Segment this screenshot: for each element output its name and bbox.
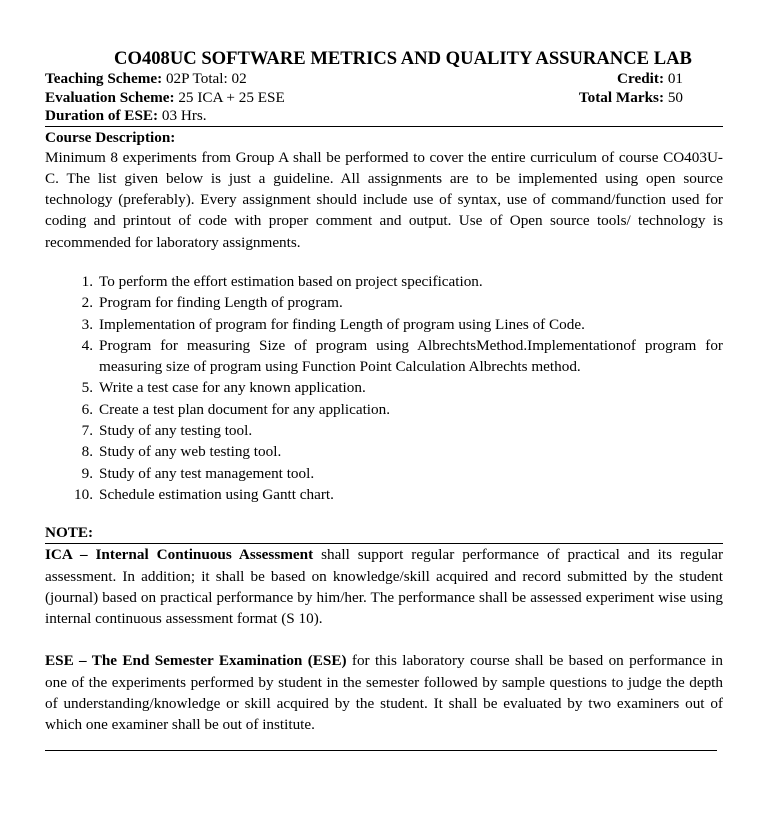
list-item bbox=[45, 484, 723, 505]
duration bbox=[45, 107, 207, 126]
teaching-scheme-row bbox=[45, 70, 723, 89]
teaching-scheme-label: Teaching Scheme: bbox=[45, 70, 163, 87]
list-item-number: 3. bbox=[81, 315, 93, 333]
list-item bbox=[45, 399, 723, 420]
course-description-text: Minimum 8 experiments from Group A shall be performed to cover the entire curriculum of course CO403U-C. The list given below is just a guideline. All assignments are to be implemented using open source technology (preferably). Every assignment should include use of syntax, use of command/function used for coding and printout of code with proper comment and output. Use of Open source tools/ technology is recommended for laboratory assignments. bbox=[45, 148, 723, 251]
list-item-text: Create a test plan document for any application. bbox=[99, 400, 390, 418]
document-page bbox=[45, 48, 723, 751]
teaching-scheme-value: 02P Total: 02 bbox=[162, 70, 247, 87]
total-marks-label: Total Marks: bbox=[578, 88, 665, 106]
header-divider bbox=[45, 126, 723, 127]
list-item bbox=[45, 377, 723, 398]
list-item-text: Study of any web testing tool. bbox=[99, 443, 282, 461]
credit-value: 01 bbox=[664, 70, 683, 87]
ese-description: for this laboratory course shall be based on performance in one of the experiments performed by student in the semester followed by sample questions to judge the depth of understanding/knowledge or skill acquired by the student. It shall be evaluated by two examiners out of which one examiner shall be out of institute. bbox=[45, 652, 723, 734]
credit bbox=[617, 70, 723, 89]
experiment-list bbox=[45, 271, 723, 505]
list-item bbox=[45, 335, 723, 378]
list-item-number: 1. bbox=[81, 272, 93, 290]
duration-label: Duration of ESE: bbox=[45, 107, 159, 124]
evaluation-scheme-value: 25 ICA + 25 ESE bbox=[174, 88, 285, 106]
list-item-text: Study of any test management tool. bbox=[99, 464, 315, 482]
list-item bbox=[45, 420, 723, 441]
list-item-number: 5. bbox=[81, 379, 93, 397]
ese-term: ESE – The End Semester Examination (ESE) bbox=[45, 652, 347, 670]
list-item-text: Program for finding Length of program. bbox=[99, 294, 343, 312]
list-item bbox=[45, 271, 723, 292]
evaluation-scheme bbox=[45, 89, 285, 108]
credit-label: Credit: bbox=[617, 70, 665, 87]
list-item-number: 6. bbox=[81, 400, 93, 418]
total-marks bbox=[579, 89, 723, 108]
list-item-text: Schedule estimation using Gantt chart. bbox=[99, 485, 334, 503]
evaluation-scheme-label: Evaluation Scheme: bbox=[45, 88, 175, 106]
course-description-heading: Course Description: bbox=[45, 128, 176, 146]
list-item-text: Implementation of program for finding Length of program using Lines of Code. bbox=[99, 315, 585, 333]
list-item-text: Program for measuring Size of program using AlbrechtsMethod.Implementationof program for measuring size of program using Function Point Calculation Albrechts method. bbox=[99, 336, 723, 376]
ica-description: shall support regular performance of practical and its regular assessment. In addition; it shall be based on knowledge/skill acquired and record submitted by the student (journal) based on practical performance by him/her. The performance shall be assessed experiment wise using internal continuous assessment format (S 10). bbox=[45, 546, 723, 628]
list-item-number: 4. bbox=[81, 336, 93, 354]
duration-row bbox=[45, 107, 723, 126]
list-item-text: Study of any testing tool. bbox=[99, 422, 253, 440]
ica-term: ICA – Internal Continuous Assessment bbox=[45, 546, 314, 564]
list-item-text: To perform the effort estimation based on project specification. bbox=[99, 272, 483, 290]
list-item bbox=[45, 314, 723, 335]
list-item bbox=[45, 292, 723, 313]
footer-divider bbox=[45, 750, 717, 751]
list-item bbox=[45, 463, 723, 484]
list-item-number: 7. bbox=[81, 422, 93, 440]
total-marks-value: 50 bbox=[664, 88, 683, 106]
list-item-number: 10. bbox=[74, 485, 93, 503]
note-heading: NOTE: bbox=[45, 524, 94, 542]
ica-paragraph bbox=[45, 544, 723, 629]
list-item-number: 8. bbox=[81, 443, 93, 461]
duration-value: 03 Hrs. bbox=[158, 107, 207, 124]
ese-paragraph bbox=[45, 650, 723, 735]
list-item-number: 2. bbox=[81, 294, 93, 312]
teaching-scheme bbox=[45, 70, 247, 89]
list-item-number: 9. bbox=[81, 464, 93, 482]
evaluation-scheme-row bbox=[45, 89, 723, 108]
course-title: CO408UC SOFTWARE METRICS AND QUALITY ASSURANCE LAB bbox=[114, 48, 692, 69]
list-item bbox=[45, 441, 723, 462]
list-item-text: Write a test case for any known application. bbox=[99, 379, 366, 397]
